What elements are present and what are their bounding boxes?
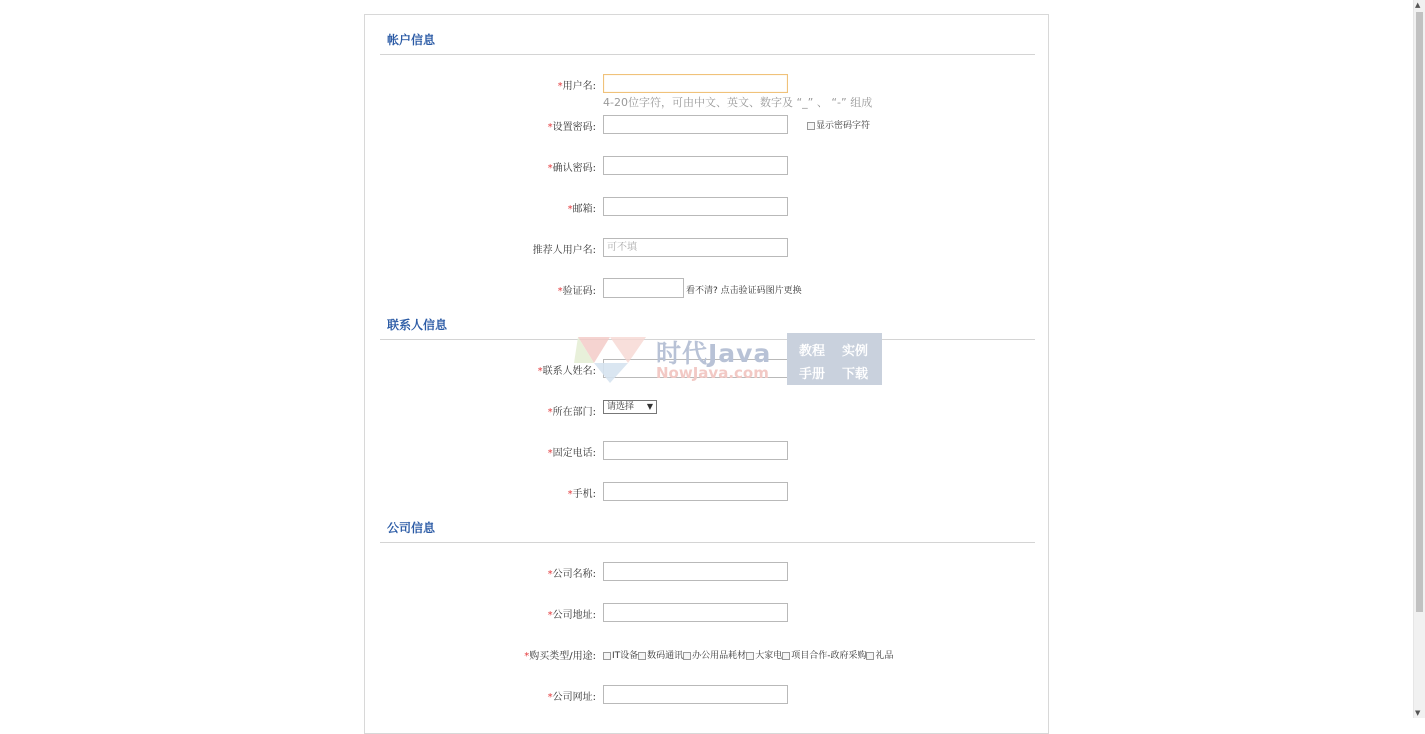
referrer-input[interactable] xyxy=(603,238,788,257)
captcha-label: *验证码: xyxy=(557,286,596,297)
watermark xyxy=(570,333,882,385)
company-name-input[interactable] xyxy=(603,562,788,581)
company-address-input[interactable] xyxy=(603,603,788,622)
watermark-title: 时代Java xyxy=(656,339,772,368)
section-title-account: 帐户信息 xyxy=(387,33,436,47)
department-label: *所在部门: xyxy=(547,407,596,418)
dropdown-arrow-icon: ▼ xyxy=(646,402,653,411)
purchase-checkbox[interactable] xyxy=(866,652,874,660)
purchase-option[interactable]: 礼品 xyxy=(866,651,893,661)
phone-input[interactable] xyxy=(603,441,788,460)
watermark-logo-icon xyxy=(570,333,650,385)
contact-name-label: *联系人姓名: xyxy=(537,366,596,377)
watermark-box-item: 教程 xyxy=(799,344,826,359)
section-title-company: 公司信息 xyxy=(387,521,436,535)
email-label: *邮箱: xyxy=(567,204,596,215)
scroll-up-icon[interactable]: ▲ xyxy=(1415,1,1421,9)
purchase-checkbox[interactable] xyxy=(638,652,646,660)
company-address-label: *公司地址: xyxy=(547,610,596,621)
watermark-box xyxy=(787,333,882,385)
purchase-option[interactable]: IT设备 xyxy=(603,651,638,661)
show-password-checkbox[interactable] xyxy=(807,122,815,130)
username-hint: 4-20位字符，可由中文、英文、数字及 “_” 、 “-” 组成 xyxy=(603,96,873,109)
department-select[interactable]: 请选择 ▼ xyxy=(603,400,657,414)
mobile-label: *手机: xyxy=(567,489,596,500)
watermark-subtitle: NowJava.com xyxy=(656,364,769,382)
confirm-password-input[interactable] xyxy=(603,156,788,175)
purchase-option[interactable]: 办公用品耗材 xyxy=(683,651,746,661)
email-input[interactable] xyxy=(603,197,788,216)
username-input[interactable] xyxy=(603,74,788,93)
phone-label: *固定电话: xyxy=(547,448,596,459)
purchase-type-options xyxy=(603,648,893,661)
password-input[interactable] xyxy=(603,115,788,134)
purchase-option[interactable]: 项目合作-政府采购 xyxy=(782,651,866,661)
company-name-label: *公司名称: xyxy=(547,569,596,580)
referrer-label: 推荐人用户名: xyxy=(532,245,596,256)
required-mark: * xyxy=(557,81,563,92)
watermark-box-item: 实例 xyxy=(842,344,869,359)
confirm-password-label: *确认密码: xyxy=(547,163,596,174)
password-label: *设置密码: xyxy=(547,122,596,133)
section-divider xyxy=(380,542,1035,543)
watermark-box-item: 手册 xyxy=(799,367,826,382)
purchase-option[interactable]: 大家电 xyxy=(746,651,782,661)
company-website-input[interactable] xyxy=(603,685,788,704)
scrollbar-thumb[interactable] xyxy=(1416,12,1423,612)
captcha-input[interactable] xyxy=(603,278,684,298)
section-divider xyxy=(380,54,1035,55)
section-title-contact: 联系人信息 xyxy=(387,318,448,332)
purchase-type-label: *购买类型/用途: xyxy=(524,651,596,662)
captcha-refresh-link[interactable]: 看不清? 点击验证码图片更换 xyxy=(686,286,802,296)
company-website-label: *公司网址: xyxy=(547,692,596,703)
purchase-option[interactable]: 数码通讯 xyxy=(638,651,683,661)
show-password-option[interactable]: 显示密码字符 xyxy=(807,118,870,131)
username-label: *用户名: xyxy=(557,81,596,92)
purchase-checkbox[interactable] xyxy=(683,652,691,660)
purchase-checkbox[interactable] xyxy=(746,652,754,660)
vertical-scrollbar[interactable] xyxy=(1413,0,1425,718)
watermark-box-item: 下载 xyxy=(842,367,869,382)
purchase-checkbox[interactable] xyxy=(603,652,611,660)
mobile-input[interactable] xyxy=(603,482,788,501)
purchase-checkbox[interactable] xyxy=(782,652,790,660)
scroll-down-icon[interactable]: ▼ xyxy=(1415,709,1421,717)
